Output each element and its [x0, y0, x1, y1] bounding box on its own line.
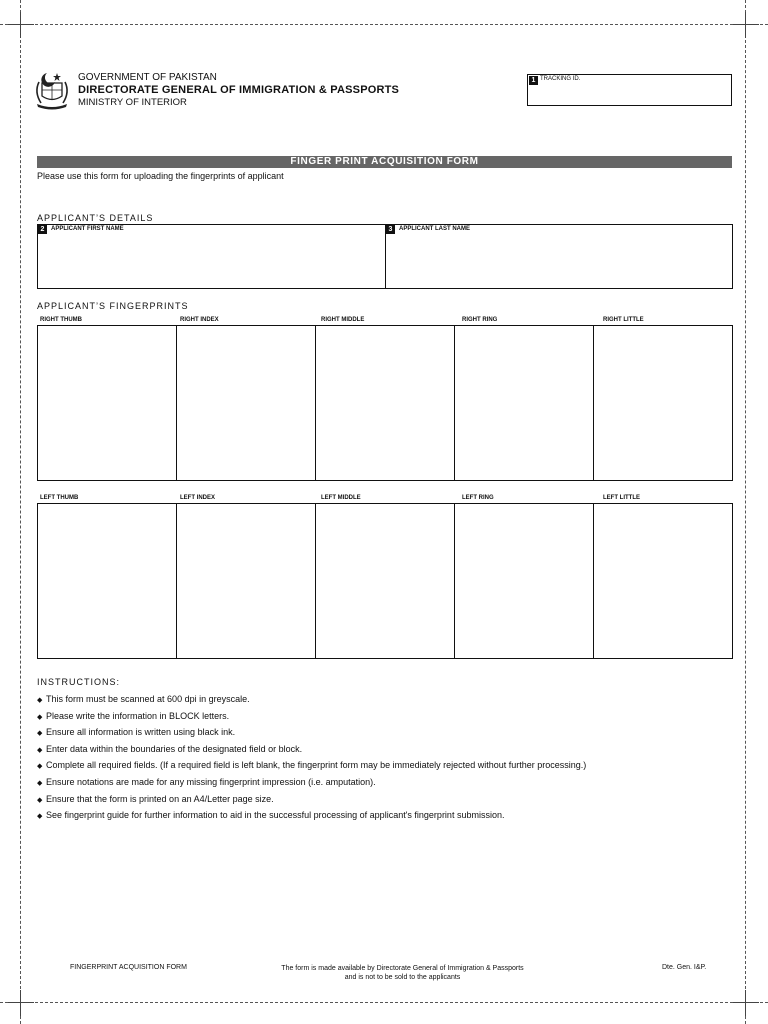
diamond-bullet-icon: ◆ — [37, 730, 43, 738]
fingerprint-label-left-little: LEFT LITTLE — [603, 495, 640, 501]
first-name-label: APPLICANT FIRST NAME — [51, 226, 124, 232]
crop-mark-top-right — [733, 12, 759, 38]
footer-notice-line-2: and is not to be sold to the applicants — [344, 974, 461, 981]
last-name-label: APPLICANT LAST NAME — [399, 226, 470, 232]
form-intro: Please use this form for uploading the fingerprints of applicant — [37, 171, 284, 181]
applicant-first-name-field[interactable] — [37, 224, 386, 289]
fingerprint-label-left-thumb: LEFT THUMB — [40, 495, 79, 501]
form-title: FINGER PRINT ACQUISITION FORM — [37, 156, 732, 168]
footer-issuer: Dte. Gen. I&P. — [662, 964, 707, 971]
fingerprint-label-right-ring: RIGHT RING — [462, 317, 498, 323]
fingerprint-label-right-index: RIGHT INDEX — [180, 317, 219, 323]
footer-notice-line-1: The form is made available by Directorate General of Immigration & Passports — [281, 965, 524, 972]
fingerprint-box-right-little[interactable] — [593, 325, 733, 481]
instructions-list — [37, 692, 737, 825]
list-item: ◆ Ensure that the form is printed on an A4/Letter page size. — [37, 792, 737, 809]
fingerprint-box-left-ring[interactable] — [454, 503, 594, 659]
diamond-bullet-icon: ◆ — [37, 713, 43, 721]
fingerprints-heading: APPLICANT’S FINGERPRINTS — [37, 301, 189, 311]
fingerprint-box-right-middle[interactable] — [315, 325, 455, 481]
fingerprint-box-left-little[interactable] — [593, 503, 733, 659]
fingerprint-label-right-thumb: RIGHT THUMB — [40, 317, 82, 323]
tracking-id-label: TRACKING ID. — [540, 76, 581, 82]
field-number-badge: 3 — [386, 225, 395, 234]
fingerprint-box-right-thumb[interactable] — [37, 325, 177, 481]
field-number-badge: 2 — [38, 225, 47, 234]
diamond-bullet-icon: ◆ — [37, 697, 43, 704]
fingerprint-label-left-middle: LEFT MIDDLE — [321, 495, 361, 501]
org-government: GOVERNMENT OF PAKISTAN — [78, 72, 217, 83]
list-item: ◆ Enter data within the boundaries of the designated field or block. — [37, 742, 737, 759]
trim-line-top — [0, 24, 768, 25]
fingerprint-label-right-little: RIGHT LITTLE — [603, 317, 644, 323]
field-number-badge: 1 — [529, 76, 538, 85]
fingerprint-box-left-middle[interactable] — [315, 503, 455, 659]
list-item: ◆ This form must be scanned at 600 dpi in greyscale. — [37, 692, 737, 709]
state-emblem-icon — [33, 70, 71, 110]
trim-line-left — [20, 0, 21, 1024]
list-item: ◆ Ensure all information is written using black ink. — [37, 725, 737, 742]
fingerprint-box-left-thumb[interactable] — [37, 503, 177, 659]
fingerprint-label-left-index: LEFT INDEX — [180, 495, 216, 501]
crop-mark-bottom-left — [8, 990, 34, 1016]
list-item: ◆ Complete all required fields. (If a required field is left blank, the fingerprint form may be immediately rejected without further processing.) — [37, 758, 737, 775]
crop-mark-bottom-right — [733, 990, 759, 1016]
footer-notice — [250, 964, 555, 982]
list-item: ◆ Ensure notations are made for any missing fingerprint impression (i.e. amputation). — [37, 775, 737, 792]
org-directorate: DIRECTORATE GENERAL OF IMMIGRATION & PASSPORTS — [78, 84, 400, 96]
crop-mark-top-left — [8, 12, 34, 38]
fingerprint-label-left-ring: LEFT RING — [462, 495, 494, 501]
applicant-last-name-field[interactable] — [385, 224, 733, 289]
fingerprint-box-right-index[interactable] — [176, 325, 316, 481]
fingerprint-box-right-ring[interactable] — [454, 325, 594, 481]
diamond-bullet-icon: ◆ — [37, 779, 43, 787]
footer-form-name: FINGERPRINT ACQUISITION FORM — [70, 964, 187, 971]
trim-line-right — [745, 0, 746, 1024]
diamond-bullet-icon: ◆ — [37, 746, 43, 754]
list-item: ◆ Please write the information in BLOCK letters. — [37, 709, 737, 726]
diamond-bullet-icon: ◆ — [37, 796, 43, 804]
applicant-details-heading: APPLICANT’S DETAILS — [37, 213, 154, 223]
org-ministry: MINISTRY OF INTERIOR — [78, 97, 187, 108]
tracking-id-field[interactable] — [527, 74, 732, 106]
diamond-bullet-icon: ◆ — [37, 763, 43, 771]
fingerprint-box-left-index[interactable] — [176, 503, 316, 659]
fingerprint-label-right-middle: RIGHT MIDDLE — [321, 317, 365, 323]
instructions-heading: INSTRUCTIONS: — [37, 677, 121, 687]
trim-line-bottom — [0, 1002, 768, 1003]
diamond-bullet-icon: ◆ — [37, 813, 43, 821]
list-item: ◆ See fingerprint guide for further information to aid in the successful processing of applicant's fingerprint submission. — [37, 808, 737, 825]
